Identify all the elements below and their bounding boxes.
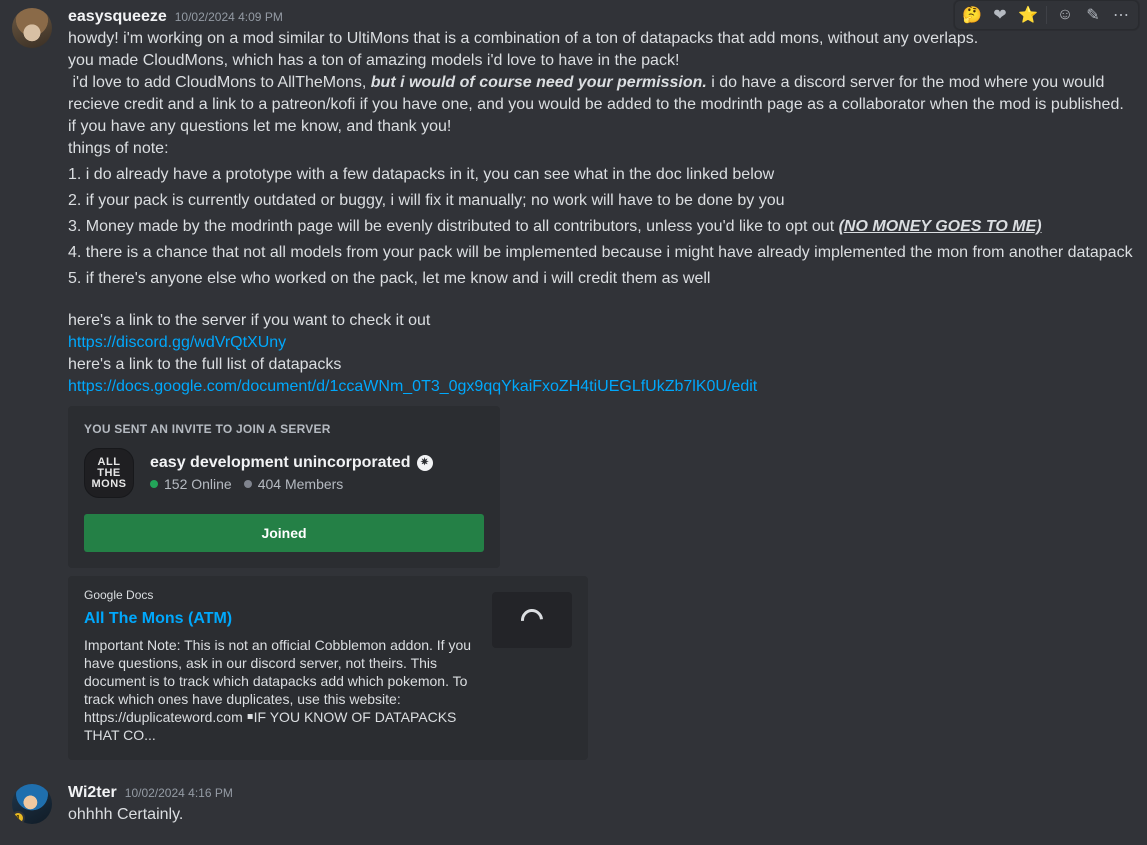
add-reaction-icon[interactable]: ☺ — [1056, 6, 1074, 23]
server-icon-line-2: THE — [97, 466, 121, 479]
avatar-badge: 1 — [12, 811, 25, 824]
server-icon-line-1: ALL — [97, 455, 121, 468]
member-count — [244, 476, 344, 492]
message-timestamp: 10/02/2024 4:09 PM — [174, 10, 283, 24]
embed-provider: Google Docs — [84, 588, 154, 602]
message-timestamp: 10/02/2024 4:16 PM — [124, 786, 233, 800]
toolbar-separator — [1046, 6, 1047, 24]
permission-before: i'd love to add CloudMons to AllTheMons, — [68, 74, 371, 91]
members-dot-icon — [244, 480, 252, 488]
message-note-4: 4. there is a chance that not all models from your pack will be implemented because i might have already implemented the mon from another datapack — [68, 244, 1133, 261]
message-hover-toolbar[interactable] — [954, 0, 1139, 30]
message-note-1: 1. i do already have a prototype with a few datapacks in it, you can see what in the doc linked below — [68, 166, 775, 183]
embed-title[interactable]: All The Mons (ATM) — [84, 610, 233, 627]
money-before: 3. Money made by the modrinth page will be evenly distributed to all contributors, unless you'd like to opt out — [68, 218, 839, 235]
invite-stats — [150, 476, 484, 492]
permission-after: i do have a discord server for the mod where you would recieve credit and a link to a patreon/kofi if you have one, and you would be added to the modrinth page as a collaborator when the mod is published. — [68, 74, 1124, 113]
join-server-button[interactable]: Joined — [84, 514, 484, 552]
message-line: howdy! i'm working on a mod similar to UltiMons that is a combination of a ton of datapacks that add mons, without any overlaps. — [68, 30, 979, 47]
avatar[interactable] — [12, 8, 52, 48]
embed-main — [84, 588, 484, 744]
reaction-star-button[interactable]: ⭐ — [1018, 7, 1038, 24]
message-line: you made CloudMons, which has a ton of amazing models i'd love to have in the pack! — [68, 52, 680, 69]
invite-card-header: YOU SENT AN INVITE TO JOIN A SERVER — [84, 422, 331, 436]
embed-thumbnail — [492, 592, 572, 648]
message-body — [68, 6, 1135, 760]
online-dot-icon — [150, 480, 158, 488]
link-embed-google-docs[interactable] — [68, 576, 588, 760]
server-invite-card — [68, 406, 500, 568]
member-count-label: 404 Members — [257, 476, 344, 492]
embed-description: Important Note: This is not an official Cobblemon addon. If you have questions, ask in our discord server, not theirs. This document is to track which datapacks add which pokemon. To track which ones have duplicates, use this website: https://duplicateword.com ￭IF YOU KNOW OF DATAPACKS THAT CO... — [84, 637, 475, 743]
google-doc-link[interactable]: https://docs.google.com/document/d/1ccaWNm_0T3_0gx9qqYkaiFxoZH4tiUEGLfUkZb7lK0U/edit — [68, 378, 758, 395]
invite-card-row — [84, 448, 484, 498]
message-note-2: 2. if your pack is currently outdated or buggy, i will fix it manually; no work will have to be done by you — [68, 192, 785, 209]
message-note-5: 5. if there's anyone else who worked on the pack, let me know and i will credit them as well — [68, 270, 711, 287]
more-options-icon[interactable]: ⋯ — [1113, 7, 1129, 24]
message-spacer — [0, 762, 1147, 776]
reaction-heart-button[interactable]: ❤ — [993, 7, 1007, 24]
message-header — [68, 782, 1135, 804]
invite-info — [150, 454, 484, 492]
permission-emphasis: but i would of course need your permission. — [370, 74, 707, 91]
message-line: things of note: — [68, 140, 169, 157]
money-emphasis: (NO MONEY GOES TO ME) — [838, 218, 1042, 235]
server-icon — [84, 448, 134, 498]
online-count — [150, 476, 232, 492]
message-line: if you have any questions let me know, and thank you! — [68, 118, 452, 135]
edit-message-icon[interactable]: ✎ — [1086, 7, 1100, 24]
loading-spinner-icon — [517, 605, 548, 636]
message-line-permission — [68, 72, 1135, 116]
reaction-thinking-button[interactable]: 🤔 — [962, 7, 982, 24]
avatar[interactable] — [12, 784, 52, 824]
online-count-label: 152 Online — [164, 476, 232, 492]
message-wi2ter — [0, 776, 1147, 828]
verified-badge-icon: ✷ — [417, 455, 433, 471]
message-line: here's a link to the server if you want to check it out — [68, 312, 431, 329]
message-line: ohhhh Certainly. — [68, 806, 184, 823]
message-body — [68, 782, 1135, 826]
message-author[interactable]: Wi2ter — [68, 784, 117, 801]
discord-invite-link[interactable]: https://discord.gg/wdVrQtXUny — [68, 334, 287, 351]
server-name-row — [150, 454, 484, 472]
message-line: here's a link to the full list of datapacks — [68, 356, 342, 373]
message-author[interactable]: easysqueeze — [68, 8, 167, 25]
message-note-3 — [68, 216, 1135, 238]
server-icon-line-3: MONS — [91, 477, 127, 490]
server-name: easy development unincorporated — [150, 454, 411, 471]
